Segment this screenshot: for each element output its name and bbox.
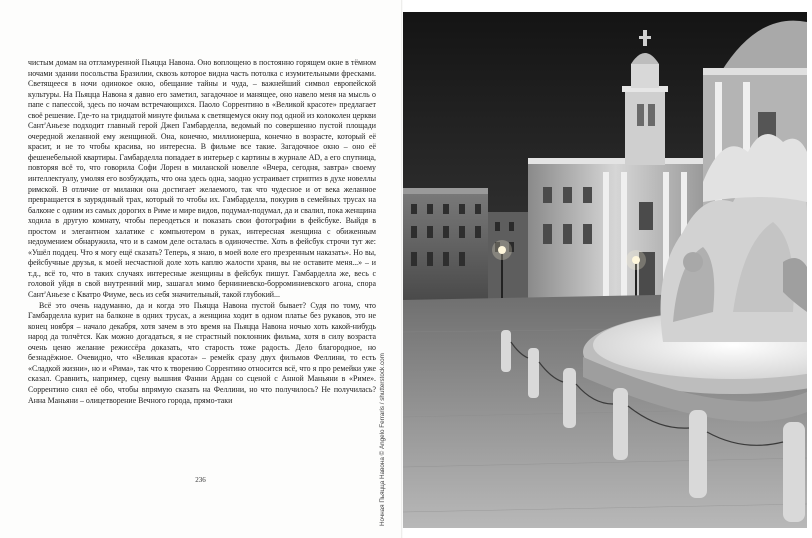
paragraph-1: чистым домам на отгламуренной Пьяцца Навона. Оно воплощено в постоянно горящем окне в тёмном ночами здании посольства Бразилии, сквозь которое видна часть потолка с изумительными фресками. Светящееся в ночи одинокое окно, обещание тайны и чуда, – важнейший символ европейской культуры. На Пьяцца Навона я давно его заметил, загадочное и манящее, оно навело меня на мысль о папе с папессой, здесь по ночам встречающихся. Паоло Соррентино в «Великой красоте» предлагает своё решение. Где-то на тридцатой минуте фильма к светящемуся окну под одной из колоколен церкви Сант'Аньезе подходит главный герой Джеп Гамбарделла, ведомый по совершенно пустой площади очередной желанной ему женщиной. Она, конечно, миллионерша, конечно в возрасте, который её красит, и не то чтобы красива, но интересна. В фильме все такие. Загадочное окно – оно её фешенебельной квартиры. Гамбарделла попадает в интерьер с картины в журнале AD, а его спутница, повторяя всё то, что говорила Софи Лорен в миланской новелле «Вчера, сегодня, завтра» своему интеллектуалу, умоляя его возбуждать, что она здесь одна, заодно устраивает стриптиз в духе новеллы римской. В отличие от миланки она достигает желаемого, так что чудесное и от века желанное превращается в зауряднный трах, который то чтобы их. Гамбарделла, покурив в семейных трусах на балконе с одним из самых дорогих в Риме и мире видов, подумал-подумал, да и свалил, пока женщина ходила в другую комнату, чтобы переодеться и показать свои фотографии в фейсбуке. Выйдя в простом и элегантном халатике с компьютером в руках, интересная женщина с обиженным недоумением обнаружила, что и в самом деле осталась в одиночестве. Хоть в фейсбук строчи тут же: «Ушёл поддец. Что я могу ещё сказать? Теперь, я знаю, в моей воле его презренным наказать». Но вы, фейсбучные друзья, к моей несчастной доле хоть каплю жалости храня, вы не оставите меня...» – и т.д., всё то, что в таких случаях интересные женщины в фейсбук пишут. Гамбарделла же, весь с головой уйдя в свой внутренний мир, зашагал мимо берниниевско-борроминиевского агона, спора Сант'Аньезе с Кватро Фиуме, весь из себя значительный, такой глубокий... (28, 58, 376, 300)
piazza-navona-photo (403, 12, 807, 528)
left-text-page (0, 0, 401, 538)
photo-illustration (403, 12, 807, 528)
text-column (28, 58, 376, 406)
page-number: 236 (195, 476, 206, 484)
photo-caption: Ночная Пьяцца Навона © Angelo Ferraris / shutterstock.com (379, 353, 386, 526)
paragraph-2: Всё это очень надуманно, да и когда это Пьяцца Навона пустой бывает? Судя по тому, что Гамбарделла курит на балконе в одних трусах, а женщина ходит в одном платье без рукавов, это не конец ноября – начало декабря, хотя зачем в это время на Пьяцца Навона ночью хоть какой-нибудь народ да толчётся. Как можно догадаться, я не страстный поклонник фильма, хотя в силу возраста очень ценю желание режиссёра доказать, что старость тоже радость. Дело благородное, но безнадёжное. Очевидно, что «Великая красота» – ремейк сразу двух фильмов Феллини, то есть «Сладкой жизни», но и «Рима», так что к творению Соррентино относится всё, что я про ремейки уже сказал. Сравнить, например, сцену вышния Фанни Ардан со сценой с Анной Маньяни в «Риме». Соррентино снял её обо, чтобы впрямую сказать на Феллини, но что получилось? Не получилась? Анна Маньяни – олицетворение Вечного города, прямо-таки (28, 300, 376, 405)
photo-caption-strip (367, 256, 391, 526)
